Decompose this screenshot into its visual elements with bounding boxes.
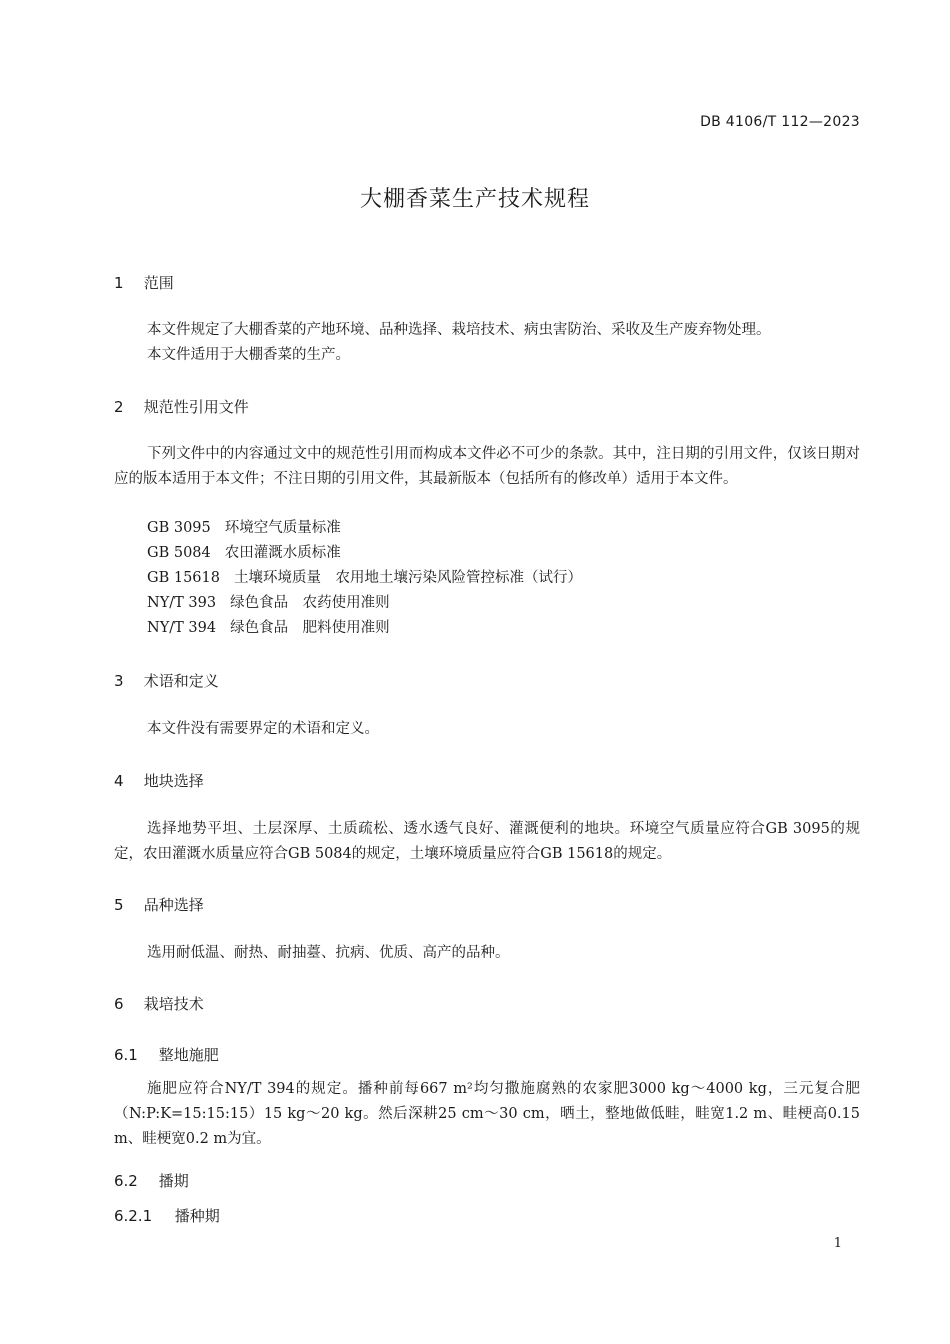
subsection-number: 6.1 <box>114 1046 138 1064</box>
section-title: 术语和定义 <box>143 672 219 690</box>
section-number: 6 <box>114 995 124 1013</box>
section-1-paragraph-2: 本文件适用于大棚香菜的生产。 <box>147 347 350 363</box>
reference-item <box>147 541 582 566</box>
reference-name: 环境空气质量标准 <box>224 520 341 536</box>
reference-code: NY/T 393 <box>147 595 217 611</box>
subsection-6-1-paragraph: 施肥应符合NY/T 394的规定。播种前每667 m²均匀撒施腐熟的农家肥3000 kg～4000 kg，三元复合肥（N:P:K=15:15:15）15 kg～20 kg。然后深耕25 cm～30 cm，晒土，整地做低畦，畦宽1.2 m、畦梗高0.15 m、畦梗宽0.2 m为宜。 <box>114 1081 860 1147</box>
section-4-heading <box>114 770 204 791</box>
section-2-heading <box>114 396 249 417</box>
section-1-heading <box>114 272 174 293</box>
subsection-6-2-1-heading <box>114 1205 220 1226</box>
reference-code: GB 3095 <box>147 520 211 536</box>
reference-code: GB 15618 <box>147 570 220 586</box>
section-number: 4 <box>114 772 124 790</box>
reference-item <box>147 516 582 541</box>
reference-code: GB 5084 <box>147 545 211 561</box>
page-number: 1 <box>833 1236 842 1251</box>
section-5-heading <box>114 894 204 915</box>
reference-name: 绿色食品 肥料使用准则 <box>230 620 390 636</box>
section-5-paragraph: 选用耐低温、耐热、耐抽薹、抗病、优质、高产的品种。 <box>147 945 510 961</box>
subsection-title: 播种期 <box>174 1207 220 1225</box>
section-3-paragraph: 本文件没有需要界定的术语和定义。 <box>147 721 379 737</box>
reference-name: 土壤环境质量 农用地土壤污染风险管控标准（试行） <box>233 570 582 586</box>
subsection-6-2-heading <box>114 1170 189 1191</box>
section-number: 5 <box>114 896 124 914</box>
section-2-paragraph: 下列文件中的内容通过文中的规范性引用而构成本文件必不可少的条款。其中，注日期的引用文件，仅该日期对应的版本适用于本文件；不注日期的引用文件，其最新版本（包括所有的修改单）适用于本文件。 <box>114 446 860 487</box>
section-title: 品种选择 <box>143 896 204 914</box>
section-number: 2 <box>114 398 124 416</box>
document-title: 大棚香菜生产技术规程 <box>359 187 590 212</box>
section-4-paragraph: 选择地势平坦、土层深厚、土质疏松、透水透气良好、灌溉便利的地块。环境空气质量应符合GB 3095的规定，农田灌溉水质量应符合GB 5084的规定，土壤环境质量应符合GB 15618的规定。 <box>114 821 860 862</box>
subsection-6-1-heading <box>114 1044 219 1065</box>
reference-item <box>147 591 582 616</box>
section-3-heading <box>114 670 219 691</box>
section-title: 栽培技术 <box>143 995 204 1013</box>
reference-list <box>147 516 582 641</box>
section-title: 规范性引用文件 <box>143 398 249 416</box>
section-6-heading <box>114 993 204 1014</box>
reference-name: 绿色食品 农药使用准则 <box>230 595 390 611</box>
section-1-paragraph-1: 本文件规定了大棚香菜的产地环境、品种选择、栽培技术、病虫害防治、采收及生产废弃物处理。 <box>147 322 771 338</box>
section-number: 3 <box>114 672 124 690</box>
section-number: 1 <box>114 274 124 292</box>
reference-code: NY/T 394 <box>147 620 217 636</box>
reference-item <box>147 566 582 591</box>
section-title: 地块选择 <box>143 772 204 790</box>
reference-name: 农田灌溉水质标准 <box>224 545 341 561</box>
section-title: 范围 <box>143 274 174 292</box>
reference-item <box>147 616 582 641</box>
subsection-number: 6.2.1 <box>114 1207 153 1225</box>
subsection-number: 6.2 <box>114 1172 138 1190</box>
subsection-title: 整地施肥 <box>158 1046 219 1064</box>
document-code: DB 4106/T 112—2023 <box>700 114 860 130</box>
subsection-title: 播期 <box>158 1172 189 1190</box>
